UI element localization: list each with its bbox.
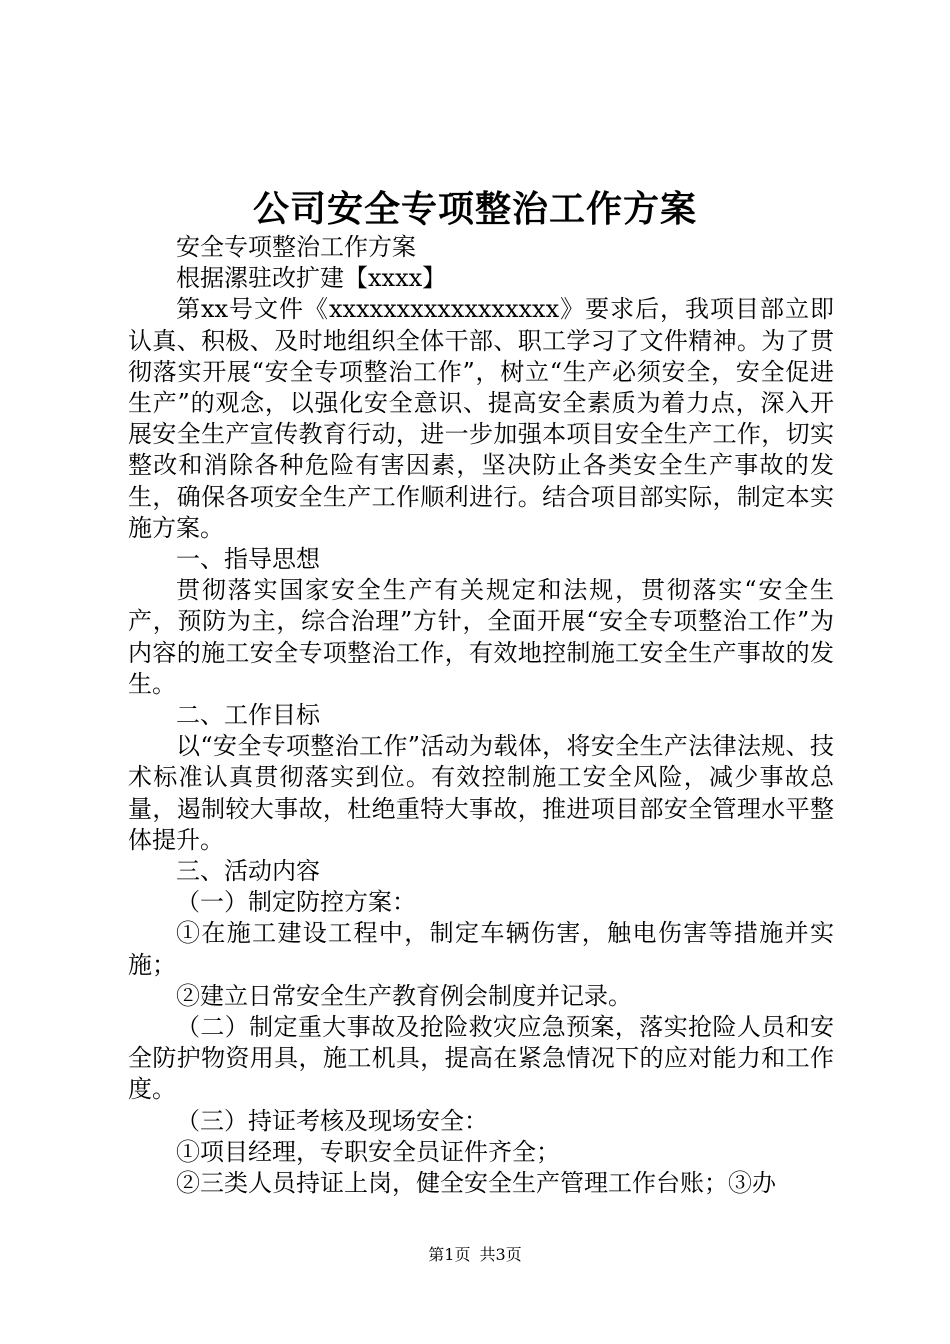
page-number: 第1页 bbox=[428, 1245, 471, 1264]
paragraph: 根据漯驻改扩建【xxxx】 bbox=[176, 264, 447, 293]
section-heading: 一、指导思想 bbox=[176, 545, 320, 574]
subsection-heading: （一）制定防控方案： bbox=[176, 888, 416, 917]
document-body bbox=[128, 232, 834, 1199]
document-title: 公司安全专项整治工作方案 bbox=[252, 188, 697, 230]
subsection-heading: （三）持证考核及现场安全： bbox=[176, 1106, 488, 1135]
page-footer bbox=[0, 1244, 950, 1266]
paragraph: 安全专项整治工作方案 bbox=[176, 233, 416, 261]
list-item: ②三类人员持证上岗，健全安全生产管理工作台账；③办 bbox=[176, 1169, 776, 1198]
section-heading: 三、活动内容 bbox=[176, 857, 320, 886]
paragraph: 贯彻落实国家安全生产有关规定和法规，贯彻落实“安全生产，预防为主，综合治理”方针，全面开展“安全专项整治工作”为内容的施工安全专项整治工作，有效地控制施工安全生产事故的发生。 bbox=[128, 576, 834, 698]
list-item: ①在施工建设工程中，制定车辆伤害，触电伤害等措施并实施； bbox=[128, 919, 834, 979]
paragraph: （二）制定重大事故及抢险救灾应急预案，落实抢险人员和安全防护物资用具，施工机具，提高在紧急情况下的应对能力和工作度。 bbox=[128, 1013, 834, 1104]
paragraph: 第xx号文件《xxxxxxxxxxxxxxxxx》要求后，我项目部立即认真、积极、及时地组织全体干部、职工学习了文件精神。为了贯彻落实开展“安全专项整治工作”，树立“生产必须安全，安全促进生产”的观念，以强化安全意识、提高安全素质为着力点，深入开展安全生产宣传教育行动，进一步加强本项目安全生产工作，切实整改和消除各种危险有害因素，坚决防止各类安全生产事故的发生，确保各项安全生产工作顺利进行。结合项目部实际，制定本实施方案。 bbox=[128, 295, 834, 542]
paragraph: 以“安全专项整治工作”活动为载体，将安全生产法律法规、技术标准认真贯彻落实到位。有效控制施工安全风险，减少事故总量，遏制较大事故，杜绝重特大事故，推进项目部安全管理水平整体提升。 bbox=[128, 732, 834, 854]
page-total: 共3页 bbox=[479, 1245, 522, 1264]
section-heading: 二、工作目标 bbox=[176, 701, 320, 730]
list-item: ②建立日常安全生产教育例会制度并记录。 bbox=[176, 981, 632, 1010]
list-item: ①项目经理，专职安全员证件齐全； bbox=[176, 1137, 560, 1166]
